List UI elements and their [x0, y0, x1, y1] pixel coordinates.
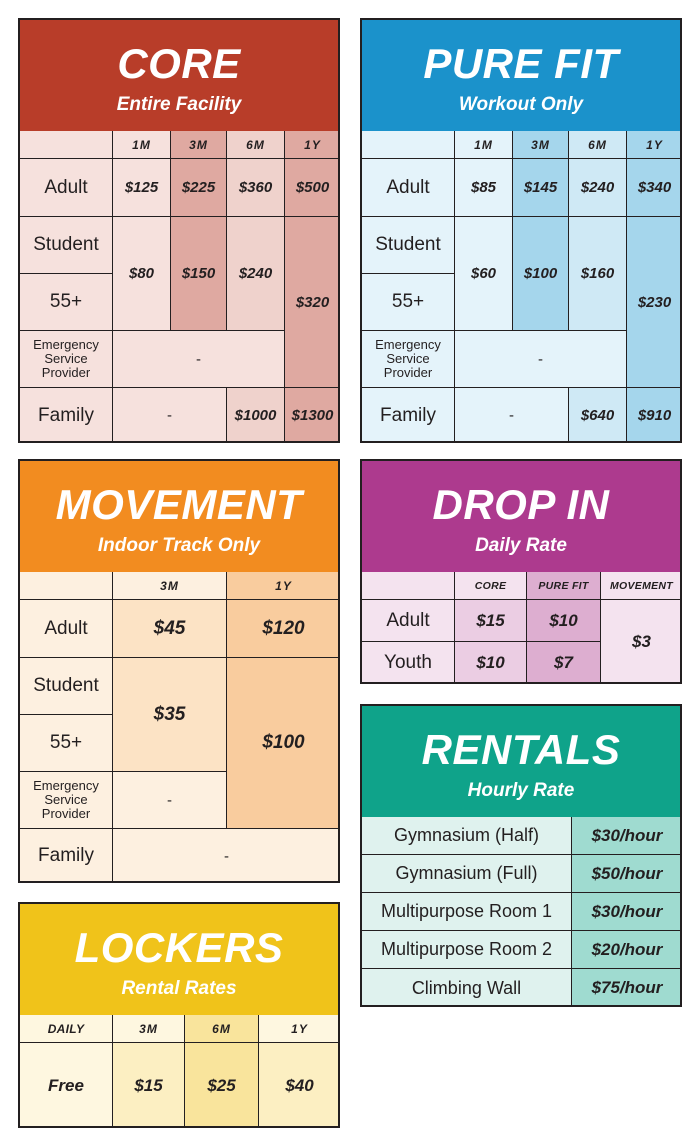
movement-card	[18, 459, 340, 883]
movement-year-merged: $100	[227, 658, 340, 829]
rental-name: Multipurpose Room 2	[362, 931, 572, 969]
dropin-adult-core: $15	[455, 600, 527, 642]
dropin-header	[362, 461, 680, 574]
dropin-movement-merged: $3	[601, 600, 682, 684]
rental-name: Climbing Wall	[362, 969, 572, 1007]
rental-price: $50/hour	[572, 855, 682, 893]
purefit-adult-1m: $85	[455, 159, 513, 217]
lockers-header	[20, 904, 338, 1017]
core-adult-6m: $360	[227, 159, 285, 217]
lockers-col-6m: 6M	[185, 1015, 259, 1043]
purefit-label-family: Family	[362, 388, 455, 443]
core-adult-1y: $500	[285, 159, 340, 217]
purefit-title: PURE FIT	[423, 40, 619, 87]
dropin-col-movement: MOVEMENT	[601, 572, 682, 600]
core-card	[18, 18, 340, 443]
lockers-col-1y: 1Y	[259, 1015, 340, 1043]
dropin-label-adult: Adult	[362, 600, 455, 642]
core-header	[20, 20, 338, 133]
core-label-adult: Adult	[20, 159, 113, 217]
movement-title: MOVEMENT	[55, 481, 303, 528]
core-family-1y: $1300	[285, 388, 340, 443]
purefit-card	[360, 18, 682, 443]
rentals-title: RENTALS	[421, 726, 621, 773]
lockers-price-6m: $25	[185, 1043, 259, 1128]
purefit-header	[362, 20, 680, 133]
purefit-label-emergency: Emergency Service Provider	[362, 331, 455, 388]
lockers-subtitle: Rental Rates	[121, 978, 237, 999]
movement-col-3m: 3M	[113, 572, 227, 600]
lockers-price-3m: $15	[113, 1043, 185, 1128]
core-label-family: Family	[20, 388, 113, 443]
lockers-col-daily: DAILY	[20, 1015, 113, 1043]
movement-label-senior: 55+	[20, 715, 113, 772]
core-year-merged: $320	[285, 217, 340, 388]
core-adult-3m: $225	[171, 159, 227, 217]
movement-label-family: Family	[20, 829, 113, 883]
rentals-subtitle: Hourly Rate	[467, 780, 575, 801]
rental-name: Multipurpose Room 1	[362, 893, 572, 931]
core-label-senior: 55+	[20, 274, 113, 331]
dropin-card	[360, 459, 682, 684]
core-adult-1m: $125	[113, 159, 171, 217]
dropin-header-blank	[362, 572, 455, 600]
purefit-student-6m: $160	[569, 217, 627, 331]
dropin-title: DROP IN	[432, 481, 610, 528]
movement-label-adult: Adult	[20, 600, 113, 658]
lockers-price-1y: $40	[259, 1043, 340, 1128]
purefit-family-6m: $640	[569, 388, 627, 443]
movement-emergency-value: -	[113, 772, 227, 829]
dropin-youth-core: $10	[455, 642, 527, 684]
purefit-adult-6m: $240	[569, 159, 627, 217]
movement-header-blank	[20, 572, 113, 600]
purefit-adult-3m: $145	[513, 159, 569, 217]
lockers-card	[18, 902, 340, 1128]
core-col-1y: 1Y	[285, 131, 340, 159]
rentals-card	[360, 704, 682, 1007]
rental-name: Gymnasium (Half)	[362, 817, 572, 855]
dropin-col-purefit: PURE FIT	[527, 572, 601, 600]
movement-label-student: Student	[20, 658, 113, 715]
purefit-label-senior: 55+	[362, 274, 455, 331]
dropin-col-core: CORE	[455, 572, 527, 600]
purefit-label-adult: Adult	[362, 159, 455, 217]
core-title: CORE	[117, 40, 241, 87]
core-col-3m: 3M	[171, 131, 227, 159]
purefit-col-1y: 1Y	[627, 131, 682, 159]
purefit-emergency-value: -	[455, 331, 627, 388]
rental-price: $30/hour	[572, 893, 682, 931]
core-family-short: -	[113, 388, 227, 443]
movement-label-emergency: Emergency Service Provider	[20, 772, 113, 829]
dropin-subtitle: Daily Rate	[475, 535, 567, 556]
core-label-student: Student	[20, 217, 113, 274]
purefit-header-blank	[362, 131, 455, 159]
rental-price: $75/hour	[572, 969, 682, 1007]
purefit-col-6m: 6M	[569, 131, 627, 159]
purefit-adult-1y: $340	[627, 159, 682, 217]
purefit-student-1m: $60	[455, 217, 513, 331]
purefit-family-1y: $910	[627, 388, 682, 443]
movement-adult-3m: $45	[113, 600, 227, 658]
purefit-subtitle: Workout Only	[458, 94, 584, 115]
purefit-student-3m: $100	[513, 217, 569, 331]
movement-subtitle: Indoor Track Only	[97, 535, 261, 556]
core-emergency-value: -	[113, 331, 285, 388]
movement-adult-1y: $120	[227, 600, 340, 658]
dropin-youth-purefit: $7	[527, 642, 601, 684]
core-subtitle: Entire Facility	[116, 94, 242, 115]
core-label-emergency: Emergency Service Provider	[20, 331, 113, 388]
core-col-6m: 6M	[227, 131, 285, 159]
core-student-3m: $150	[171, 217, 227, 331]
movement-header	[20, 461, 338, 574]
lockers-price-daily: Free	[20, 1043, 113, 1128]
movement-family-value: -	[113, 829, 340, 883]
rental-name: Gymnasium (Full)	[362, 855, 572, 893]
rental-price: $30/hour	[572, 817, 682, 855]
movement-student-3m: $35	[113, 658, 227, 772]
core-student-1m: $80	[113, 217, 171, 331]
rentals-header	[362, 706, 680, 819]
lockers-col-3m: 3M	[113, 1015, 185, 1043]
core-family-6m: $1000	[227, 388, 285, 443]
dropin-label-youth: Youth	[362, 642, 455, 684]
purefit-label-student: Student	[362, 217, 455, 274]
purefit-col-3m: 3M	[513, 131, 569, 159]
purefit-family-short: -	[455, 388, 569, 443]
movement-col-1y: 1Y	[227, 572, 340, 600]
purefit-year-merged: $230	[627, 217, 682, 388]
core-col-1m: 1M	[113, 131, 171, 159]
core-header-blank	[20, 131, 113, 159]
dropin-adult-purefit: $10	[527, 600, 601, 642]
lockers-title: LOCKERS	[74, 924, 284, 971]
purefit-col-1m: 1M	[455, 131, 513, 159]
core-student-6m: $240	[227, 217, 285, 331]
rental-price: $20/hour	[572, 931, 682, 969]
